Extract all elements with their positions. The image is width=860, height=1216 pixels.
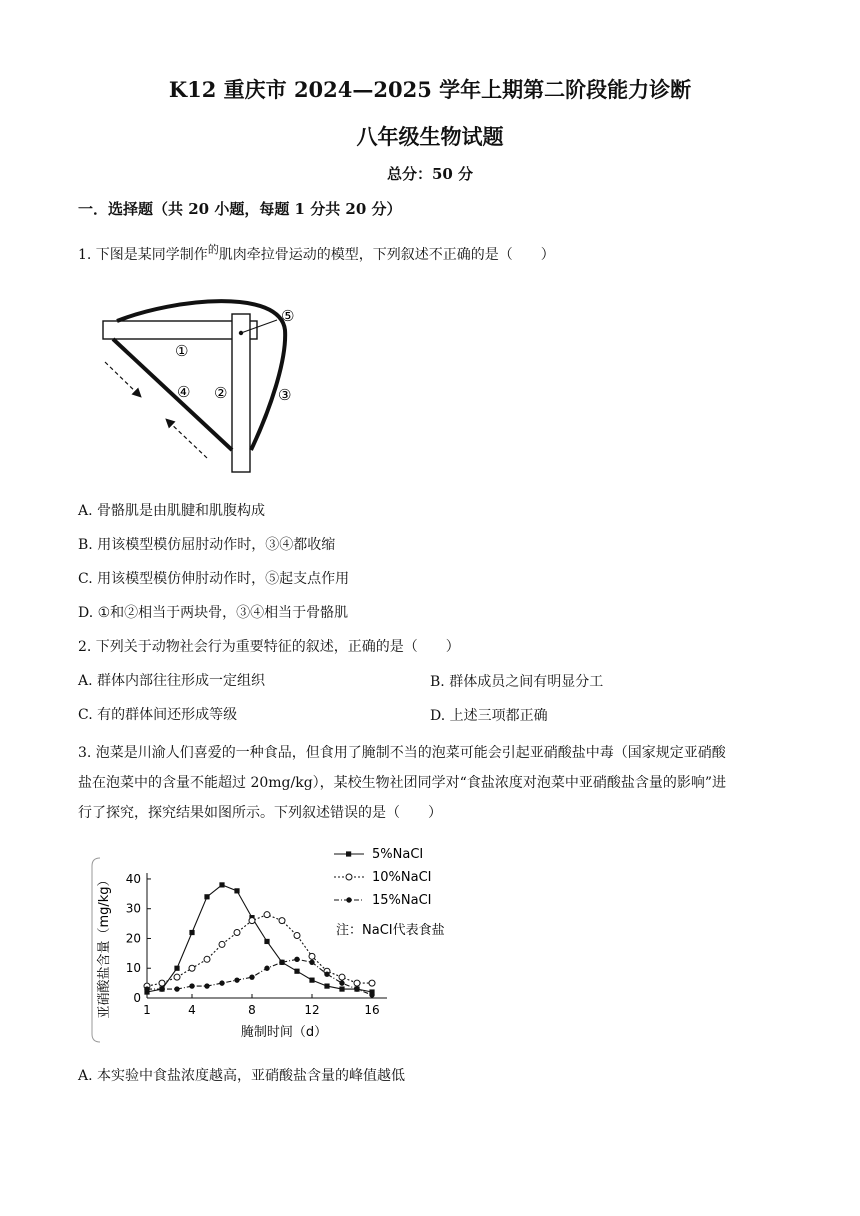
- y-tick-label: 0: [133, 991, 141, 1005]
- point-5pct: [204, 894, 209, 899]
- legend-marker-2: [346, 874, 352, 880]
- point-10pct: [294, 933, 300, 939]
- q1-option-c: C. 用该模型模仿伸肘动作时，⑤起支点作用: [78, 571, 350, 587]
- legend-marker-3: [346, 897, 351, 902]
- x-tick-label: 1: [143, 1003, 151, 1017]
- label-1: ①: [175, 342, 189, 360]
- q1-option-a: A. 骨骼肌是由肌腱和肌腹构成: [78, 503, 266, 519]
- y-tick-label: 20: [125, 931, 141, 946]
- muscle-model-figure: [95, 290, 315, 480]
- q2-option-b: B. 群体成员之间有明显分工: [430, 674, 604, 690]
- x-tick-label: 4: [188, 1003, 196, 1017]
- q3-option-a: A. 本实验中食盐浓度越高，亚硝酸盐含量的峰值越低: [78, 1068, 406, 1084]
- point-10pct: [264, 912, 270, 918]
- point-15pct: [174, 986, 179, 991]
- legend-label-1: 5%NaCI: [372, 847, 424, 862]
- point-10pct: [174, 974, 180, 980]
- question-1-stem: 1. 下图是某同学制作$^的$肌肉牵拉骨运动的模型，下列叙述不正确的是（ ）: [78, 243, 555, 263]
- point-15pct: [159, 986, 164, 991]
- nitrite-chart: [84, 838, 484, 1063]
- point-5pct: [294, 969, 299, 974]
- legend-label-2: 10%NaCI: [372, 870, 432, 885]
- y-tick-label: 10: [125, 961, 141, 976]
- point-15pct: [369, 992, 374, 997]
- label-2: ②: [214, 384, 228, 402]
- point-5pct: [189, 930, 194, 935]
- point-15pct: [204, 983, 209, 988]
- x-axis-label: 腌制时间（d）: [240, 1025, 328, 1040]
- y-tick-label: 40: [125, 871, 141, 886]
- y-axis-label: 亚硝酸盐含量（mg/kg）: [97, 873, 112, 1019]
- point-5pct: [264, 939, 269, 944]
- point-10pct: [234, 930, 240, 936]
- point-15pct: [309, 960, 314, 965]
- label-3: ③: [278, 386, 292, 404]
- point-10pct: [279, 918, 285, 924]
- series-line-1: [147, 885, 372, 992]
- point-15pct: [234, 977, 239, 982]
- point-10pct: [219, 941, 225, 947]
- question-2-stem: 2. 下列关于动物社会行为重要特征的叙述，正确的是（ ）: [78, 639, 460, 655]
- point-15pct: [219, 980, 224, 985]
- point-15pct: [144, 986, 149, 991]
- bone-2: [232, 314, 250, 472]
- point-15pct: [324, 971, 329, 976]
- point-5pct: [174, 966, 179, 971]
- point-5pct: [234, 888, 239, 893]
- point-10pct: [309, 953, 315, 959]
- q2-option-d: D. 上述三项都正确: [430, 708, 548, 724]
- point-15pct: [339, 980, 344, 985]
- legend-marker-1: [346, 851, 351, 856]
- point-10pct: [339, 974, 345, 980]
- q1-option-b: B. 用该模型模仿屈肘动作时，③④都收缩: [78, 537, 336, 553]
- point-5pct: [339, 986, 344, 991]
- question-3-stem: 3. 泡菜是川渝人们喜爱的一种食品，但食用了腌制不当的泡菜可能会引起亚硝酸盐中毒（国家规定亚硝酸 盐在泡菜中的含量不能超过 20mg/kg），某校生物社团同学对“食盐浓度对泡菜中亚硝酸盐含量的影响”进 行了探究，探究结果如图所示。下列叙述错误的是（ ）: [78, 745, 726, 821]
- point-15pct: [189, 983, 194, 988]
- q1-option-d: D. ①和②相当于两块骨，③④相当于骨骼肌: [78, 605, 349, 621]
- exam-title: K12 重庆市 2024—2025 学年上期第二阶段能力诊断: [168, 77, 692, 102]
- x-tick-label: 12: [304, 1003, 320, 1017]
- arrow-down: [105, 362, 140, 396]
- legend-label-3: 15%NaCI: [372, 893, 432, 908]
- total-score: 总分：50 分: [386, 165, 474, 183]
- label-4: ④: [177, 383, 191, 401]
- arrow-up: [167, 420, 207, 458]
- point-15pct: [294, 957, 299, 962]
- exam-subtitle: 八年级生物试题: [356, 124, 504, 149]
- x-tick-label: 16: [364, 1003, 380, 1017]
- point-5pct: [219, 882, 224, 887]
- point-15pct: [279, 960, 284, 965]
- point-5pct: [324, 983, 329, 988]
- point-10pct: [189, 965, 195, 971]
- point-15pct: [264, 966, 269, 971]
- chart-note: 注：NaCI代表食盐: [336, 923, 445, 938]
- q2-option-a: A. 群体内部往往形成一定组织: [78, 673, 266, 689]
- point-10pct: [249, 918, 255, 924]
- point-10pct: [354, 980, 360, 986]
- x-tick-label: 8: [248, 1003, 256, 1017]
- point-10pct: [204, 956, 210, 962]
- q2-option-c: C. 有的群体间还形成等级: [78, 707, 238, 723]
- point-15pct: [354, 986, 359, 991]
- point-10pct: [369, 980, 375, 986]
- section-heading: 一．选择题（共 20 小题，每题 1 分共 20 分）: [78, 200, 402, 218]
- point-5pct: [309, 978, 314, 983]
- point-10pct: [159, 980, 165, 986]
- series-line-3: [147, 959, 372, 995]
- point-15pct: [249, 974, 254, 979]
- y-tick-label: 30: [125, 901, 141, 916]
- label-5: ⑤: [281, 307, 295, 325]
